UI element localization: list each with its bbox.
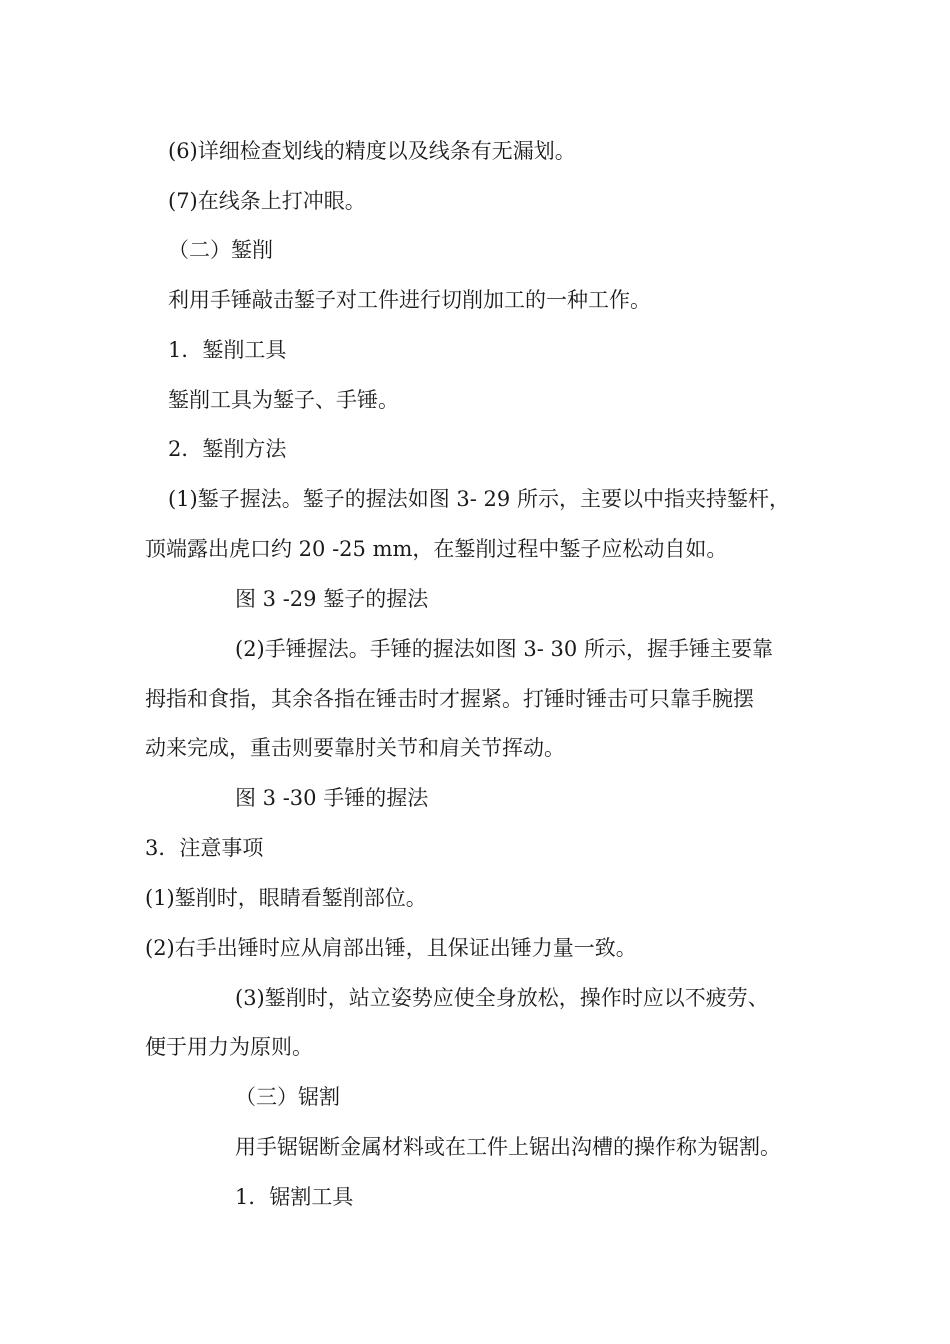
text-line: 顶端露出虎口约 20 -25 mm，在錾削过程中錾子应松动自如。 bbox=[145, 537, 728, 561]
text-line: 利用手锤敲击錾子对工件进行切削加工的一种工作。 bbox=[168, 288, 651, 312]
section-heading: （二）錾削 bbox=[168, 238, 273, 262]
text-line: (1)錾子握法。錾子的握法如图 3- 29 所示，主要以中指夹持錾杆， bbox=[168, 487, 790, 511]
text-line: (7)在线条上打冲眼。 bbox=[168, 189, 366, 213]
figure-caption: 图 3 -30 手锤的握法 bbox=[235, 786, 429, 810]
text-line: (2)手锤握法。手锤的握法如图 3- 30 所示，握手锤主要靠 bbox=[235, 637, 773, 661]
text-line: (1)錾削时，眼睛看錾削部位。 bbox=[145, 886, 427, 910]
section-heading: （三）锯割 bbox=[235, 1085, 340, 1109]
text-line: 用手锯锯断金属材料或在工件上锯出沟槽的操作称为锯割。 bbox=[235, 1135, 781, 1159]
subsection-heading: 2．錾削方法 bbox=[168, 437, 287, 461]
text-line: 动来完成，重击则要靠肘关节和肩关节挥动。 bbox=[145, 736, 565, 760]
text-line: 錾削工具为錾子、手锤。 bbox=[168, 388, 399, 412]
subsection-heading: 1．錾削工具 bbox=[168, 338, 287, 362]
text-line: 便于用力为原则。 bbox=[145, 1035, 313, 1059]
text-line: (6)详细检查划线的精度以及线条有无漏划。 bbox=[168, 139, 576, 163]
text-line: 拇指和食指，其余各指在锤击时才握紧。打锤时锤击可只靠手腕摆 bbox=[145, 687, 754, 711]
text-line: (3)錾削时，站立姿势应使全身放松，操作时应以不疲劳、 bbox=[235, 986, 769, 1010]
subsection-heading: 1．锯割工具 bbox=[235, 1185, 354, 1209]
subsection-heading: 3．注意事项 bbox=[145, 836, 264, 860]
text-line: (2)右手出锤时应从肩部出锤，且保证出锤力量一致。 bbox=[145, 936, 637, 960]
figure-caption: 图 3 -29 錾子的握法 bbox=[235, 587, 429, 611]
